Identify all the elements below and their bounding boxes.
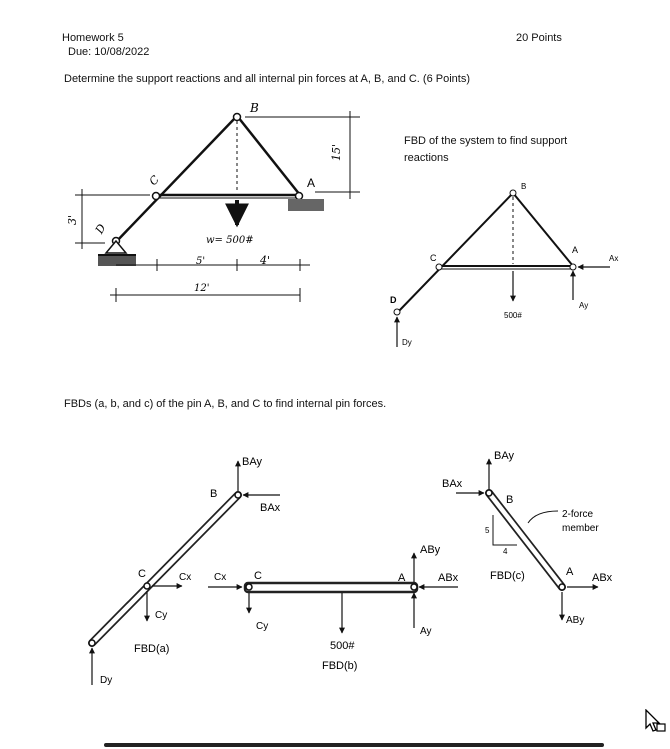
sketch-dim-4: 4' (260, 254, 271, 267)
fbd-c-note-1: 2-force (562, 509, 594, 520)
fbd-c-label-bay: BAy (494, 450, 514, 462)
fbd-b-label-aby: ABy (420, 544, 441, 556)
fbd-b-name: FBD(b) (322, 660, 358, 672)
fbd-a-label-c: C (138, 568, 146, 580)
sketch-dim-12: 12' (194, 283, 210, 294)
fbd-c-note-2: member (562, 523, 599, 534)
pin-fbds-caption: FBDs (a, b, and c) of the pin A, B, and C to find internal pin forces. (64, 398, 387, 410)
fbd-c-name: FBD(c) (490, 570, 525, 582)
sketch-dim-15: 15' (330, 143, 343, 161)
sketch-label-c: C (146, 172, 162, 189)
fbd-c (442, 450, 613, 626)
fbd-label-ay: Ay (579, 301, 589, 310)
fbd-a-label-bay: BAy (242, 456, 262, 468)
sketch-dim-5: 5' (196, 256, 206, 267)
sketch-label-d: D (92, 221, 109, 236)
fbd-b (208, 544, 459, 672)
fbd-member-db (397, 193, 513, 313)
fbd-b-label-ay: Ay (420, 626, 432, 637)
problem-statement: Determine the support reactions and all internal pin forces at A, B, and C. (6 Points) (64, 73, 470, 85)
fbd-c-label-aby: ABy (566, 615, 585, 626)
mouse-pointer-icon (644, 709, 668, 735)
fbd-b-label-c: C (254, 570, 262, 582)
fbd-a-label-bax: BAx (260, 502, 281, 514)
pin-c (153, 193, 160, 200)
fbd-c-label-a: A (566, 566, 574, 578)
fbd-b-label-cy: Cy (256, 621, 269, 632)
bottom-scroll-bar[interactable] (104, 743, 604, 747)
due-date: Due: 10/08/2022 (68, 46, 150, 58)
sketch-label-a: A (307, 176, 316, 190)
fbd-c-label-bax: BAx (442, 478, 463, 490)
fbd-load-label: 500# (504, 311, 522, 320)
fbd-a-label-cx: Cx (179, 572, 192, 583)
fbd-b-label-cx: Cx (214, 572, 227, 583)
fbd-c-note-leader (528, 511, 558, 523)
wall-hatch-a (288, 199, 324, 211)
member-ab (238, 117, 300, 195)
fbd-b-label-a: A (398, 572, 406, 584)
fbd-label-c: C (430, 253, 437, 263)
roller-support-d (106, 241, 126, 253)
fbd-b-load-label: 500# (330, 640, 355, 652)
pin-b (234, 114, 241, 121)
fbd-system-caption-1: FBD of the system to find support (404, 135, 568, 147)
fbd-c-label-b: B (506, 494, 514, 506)
fbd-label-b: B (521, 182, 527, 191)
fbd-system-diagram (380, 175, 630, 355)
fbd-c-slope-5: 5 (485, 526, 490, 535)
fbd-a (89, 456, 281, 686)
fbd-member-ab (513, 193, 573, 266)
fbd-label-d: D (390, 295, 397, 305)
fbd-system-caption-2: reactions (404, 152, 449, 164)
sketch-dim-3: 3' (66, 214, 79, 225)
points-label: 20 Points (516, 32, 562, 44)
fbd-b-label-abx: ABx (438, 572, 459, 584)
fbd-label-ax: Ax (609, 254, 619, 263)
fbd-label-dy: Dy (402, 338, 412, 347)
fbd-a-label-b: B (210, 488, 218, 500)
fbd-c-label-abx: ABx (592, 572, 613, 584)
pin-fbds-diagram (80, 445, 640, 695)
truss-sketch (60, 95, 370, 310)
fbd-a-label-cy: Cy (155, 610, 168, 621)
homework-title: Homework 5 (62, 32, 124, 44)
sketch-label-b: B (250, 101, 259, 115)
fbd-a-name: FBD(a) (134, 643, 170, 655)
fbd-a-label-dy: Dy (100, 675, 113, 686)
fbd-c-slope-4: 4 (503, 547, 508, 556)
sketch-load-label: w= 500# (206, 235, 254, 246)
pin-a (296, 193, 303, 200)
member-db (115, 117, 236, 243)
fbd-label-a: A (572, 245, 579, 255)
